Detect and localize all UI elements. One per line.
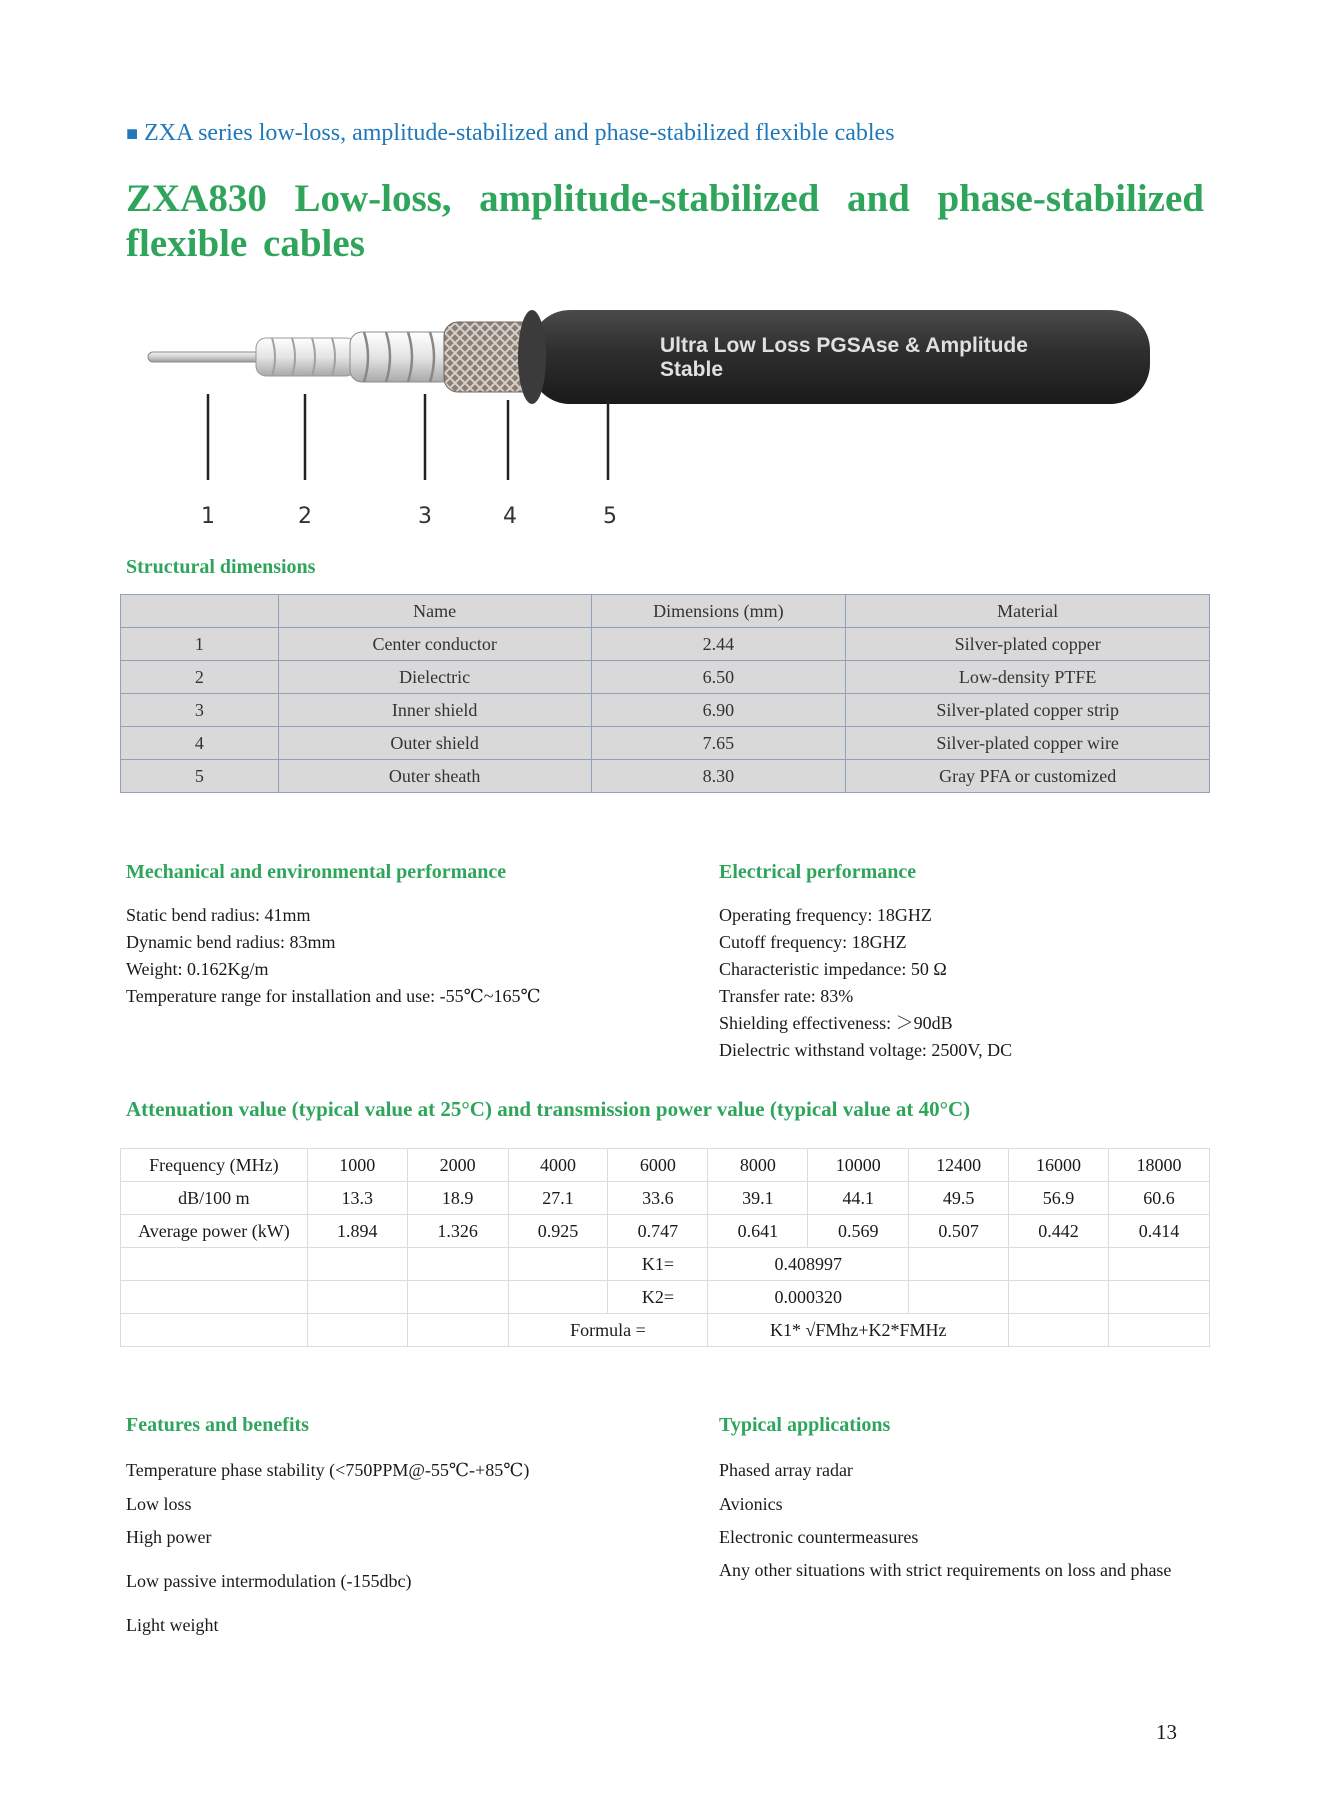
mechanical-line: Dynamic bend radius: 83mm (126, 932, 336, 952)
table-cell: 12400 (909, 1149, 1009, 1182)
table-cell: 8.30 (591, 760, 846, 793)
table-cell: Low-density PTFE (846, 661, 1210, 694)
mechanical-line: Weight: 0.162Kg/m (126, 959, 269, 979)
table-cell: 0.641 (708, 1215, 808, 1248)
k2-label: K2= (608, 1281, 708, 1314)
table-cell: 1.326 (407, 1215, 508, 1248)
electrical-line: Operating frequency: 18GHZ (719, 905, 932, 925)
table-cell: 44.1 (808, 1182, 909, 1215)
square-bullet-icon: ■ (126, 123, 139, 145)
table-header-cell: Material (846, 595, 1210, 628)
series-heading-text: ZXA series low-loss, amplitude-stabilized and phase-stabilized flexible cables (144, 120, 895, 146)
table-cell: 7.65 (591, 727, 846, 760)
jacket-text-line1: Ultra Low Loss PGSAse & Amplitude (660, 334, 1028, 357)
table-cell: 1.894 (307, 1215, 407, 1248)
attenuation-heading: Attenuation value (typical value at 25°C) and transmission power value (typical value at 40°C) (126, 1097, 971, 1121)
applications-list (719, 0, 1204, 1800)
table-cell: 6.90 (591, 694, 846, 727)
electrical-line: Dielectric withstand voltage: 2500V, DC (719, 1040, 1013, 1060)
feature-item: High power (126, 1527, 212, 1547)
electrical-heading: Electrical performance (719, 861, 917, 883)
callout-2: 2 (298, 504, 312, 529)
k1-label: K1= (608, 1248, 708, 1281)
table-cell: 27.1 (508, 1182, 608, 1215)
page-number: 13 (1156, 1720, 1177, 1744)
table-cell: Outer sheath (278, 760, 591, 793)
table-cell: 5 (121, 760, 279, 793)
table-header-cell: Name (278, 595, 591, 628)
mechanical-line: Static bend radius: 41mm (126, 905, 311, 925)
table-cell: 0.925 (508, 1215, 608, 1248)
table-cell: 60.6 (1109, 1182, 1210, 1215)
electrical-line: Cutoff frequency: 18GHZ (719, 932, 907, 952)
table-cell: 49.5 (909, 1182, 1009, 1215)
callout-5: 5 (603, 504, 617, 529)
table-cell: 0.747 (608, 1215, 708, 1248)
row-label: Average power (kW) (121, 1215, 308, 1248)
feature-item: Low loss (126, 1494, 192, 1514)
feature-item: Light weight (126, 1615, 219, 1635)
application-item: Any other situations with strict requirements on loss and phase (719, 1560, 1172, 1580)
table-cell: 0.569 (808, 1215, 909, 1248)
electrical-line: Transfer rate: 83% (719, 986, 854, 1006)
callout-3: 3 (418, 504, 432, 529)
row-label: dB/100 m (121, 1182, 308, 1215)
application-item: Phased array radar (719, 1460, 853, 1480)
table-cell: 0.414 (1109, 1215, 1210, 1248)
table-header-cell: Dimensions (mm) (591, 595, 846, 628)
callout-4: 4 (503, 504, 517, 529)
features-list (126, 0, 686, 1800)
applications-heading: Typical applications (719, 1414, 891, 1436)
table-cell: 0.507 (909, 1215, 1009, 1248)
callout-1: 1 (201, 504, 215, 529)
table-cell: 2.44 (591, 628, 846, 661)
mechanical-heading: Mechanical and environmental performance (126, 861, 507, 883)
table-cell: 56.9 (1009, 1182, 1109, 1215)
table-cell: 3 (121, 694, 279, 727)
mechanical-line: Temperature range for installation and use: -55℃~165℃ (126, 986, 541, 1006)
table-cell: Silver-plated copper strip (846, 694, 1210, 727)
structural-heading: Structural dimensions (126, 556, 316, 578)
table-cell: 33.6 (608, 1182, 708, 1215)
row-label: Frequency (MHz) (121, 1149, 308, 1182)
table-cell: 8000 (708, 1149, 808, 1182)
table-cell: 13.3 (307, 1182, 407, 1215)
table-cell: 39.1 (708, 1182, 808, 1215)
k2-value: 0.000320 (708, 1281, 909, 1314)
application-item: Avionics (719, 1494, 783, 1514)
table-cell: Silver-plated copper wire (846, 727, 1210, 760)
table-cell: Center conductor (278, 628, 591, 661)
table-cell: Dielectric (278, 661, 591, 694)
table-cell: Inner shield (278, 694, 591, 727)
page-title: ZXA830 Low-loss, amplitude-stabilized and phase-stabilized flexible cables (126, 177, 1204, 265)
table-cell: 2 (121, 661, 279, 694)
electrical-line: Characteristic impedance: 50 Ω (719, 959, 947, 979)
table-cell: 1 (121, 628, 279, 661)
application-item: Electronic countermeasures (719, 1527, 919, 1547)
table-cell: 4000 (508, 1149, 608, 1182)
table-cell: Gray PFA or customized (846, 760, 1210, 793)
table-cell: 6000 (608, 1149, 708, 1182)
table-cell: 1000 (307, 1149, 407, 1182)
table-cell: 18000 (1109, 1149, 1210, 1182)
features-heading: Features and benefits (126, 1414, 309, 1436)
formula-value: K1* √FMhz+K2*FMHz (708, 1314, 1009, 1347)
k1-value: 0.408997 (708, 1248, 909, 1281)
table-cell: 6.50 (591, 661, 846, 694)
table-cell: 16000 (1009, 1149, 1109, 1182)
table-cell: 4 (121, 727, 279, 760)
formula-label: Formula = (508, 1314, 708, 1347)
jacket-text-line2: Stable (660, 358, 724, 381)
table-cell: Silver-plated copper (846, 628, 1210, 661)
table-cell: 18.9 (407, 1182, 508, 1215)
feature-item: Low passive intermodulation (-155dbc) (126, 1571, 412, 1591)
table-cell: 10000 (808, 1149, 909, 1182)
electrical-line: Shielding effectiveness: ＞90dB (719, 1013, 953, 1033)
table-cell: 2000 (407, 1149, 508, 1182)
table-cell: 0.442 (1009, 1215, 1109, 1248)
feature-item: Temperature phase stability (<750PPM@-55℃-+85℃) (126, 1460, 530, 1480)
table-cell: Outer shield (278, 727, 591, 760)
